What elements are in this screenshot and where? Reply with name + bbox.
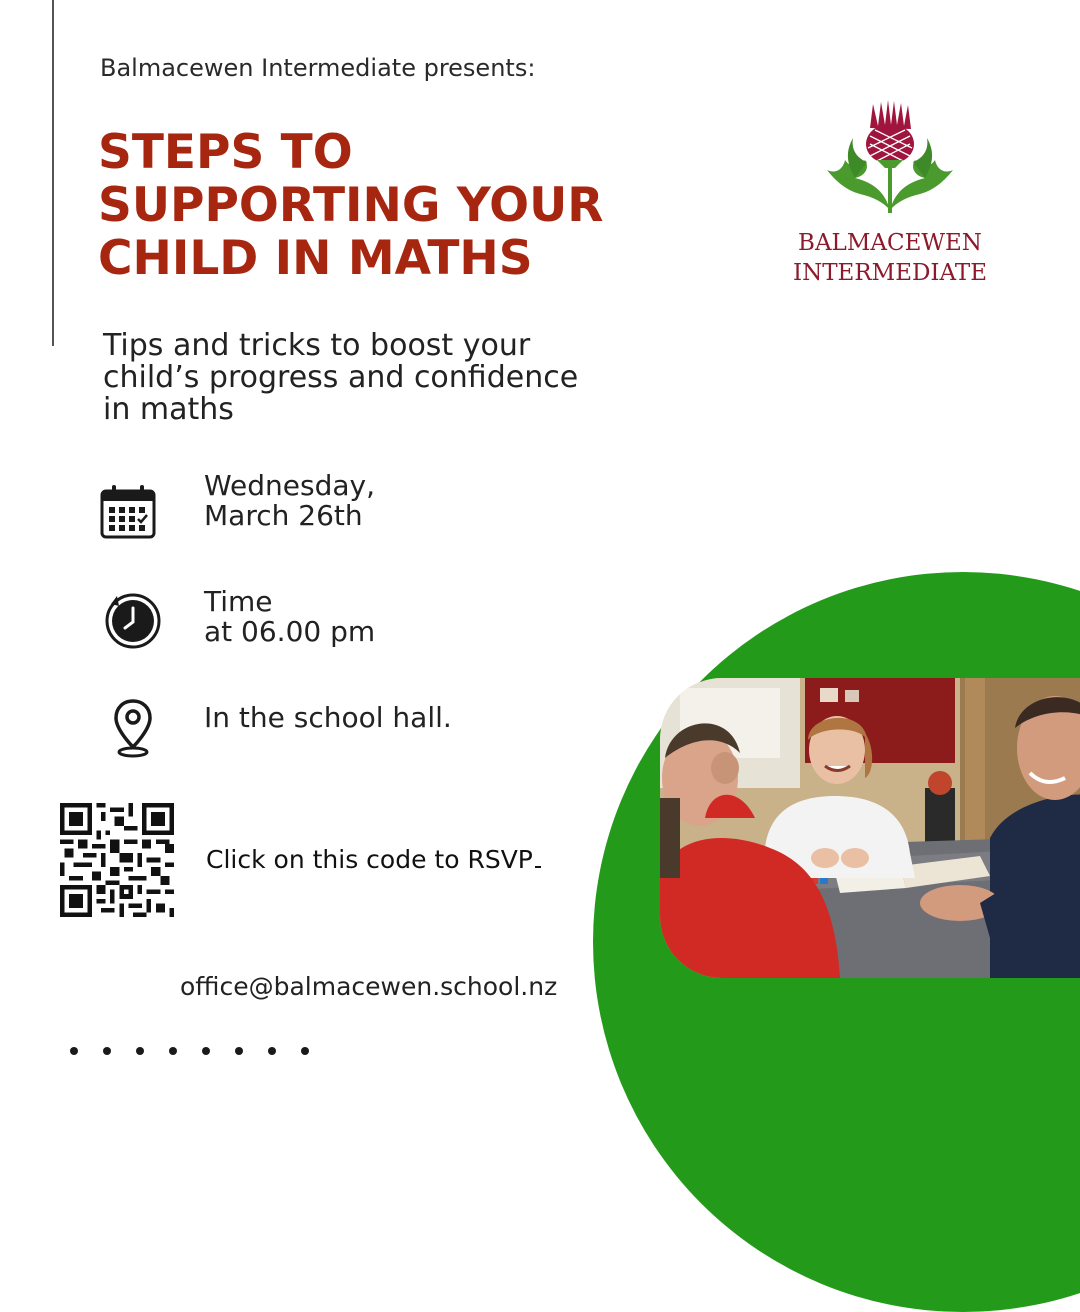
location-pin-icon: [112, 697, 154, 763]
qr-code-icon[interactable]: [60, 803, 174, 917]
calendar-icon: [99, 483, 157, 545]
dot: [136, 1047, 144, 1055]
dot: [301, 1047, 309, 1055]
decorative-dots: [70, 1047, 309, 1055]
dot: [202, 1047, 210, 1055]
event-location: In the school hall.: [204, 701, 452, 734]
event-tagline: Tips and tricks to boost your child’s progress and confidence in maths: [103, 328, 579, 427]
page-title: [98, 126, 603, 285]
event-time: [204, 587, 375, 647]
classroom-photo: [660, 678, 1080, 978]
thistle-icon: [815, 98, 965, 218]
dot: [268, 1047, 276, 1055]
time-line-1: Time: [204, 585, 273, 618]
rsvp-link[interactable]: [206, 845, 541, 874]
logo-line-2: INTERMEDIATE: [792, 260, 987, 286]
dot: [169, 1047, 177, 1055]
title-line-2: SUPPORTING YOUR: [98, 178, 604, 233]
date-line-1: Wednesday,: [204, 469, 376, 502]
title-line-3: CHILD IN MATHS: [98, 231, 533, 286]
logo-line-1: BALMACEWEN: [798, 230, 982, 256]
dot: [235, 1047, 243, 1055]
contact-email[interactable]: office@balmacewen.school.nz: [180, 972, 558, 1001]
dot: [70, 1047, 78, 1055]
clock-icon: [103, 590, 163, 654]
dot: [103, 1047, 111, 1055]
presenter-line: Balmacewen Intermediate presents:: [100, 54, 536, 82]
event-date: [204, 471, 375, 531]
vertical-divider-line: [52, 0, 54, 346]
school-logo: [785, 98, 995, 288]
title-line-1: STEPS TO: [98, 125, 353, 180]
date-line-2: March 26th: [204, 499, 363, 532]
rsvp-text: Click on this code to RSVP: [206, 845, 533, 874]
text-cursor: [535, 866, 541, 868]
time-line-2: at 06.00 pm: [204, 615, 376, 648]
